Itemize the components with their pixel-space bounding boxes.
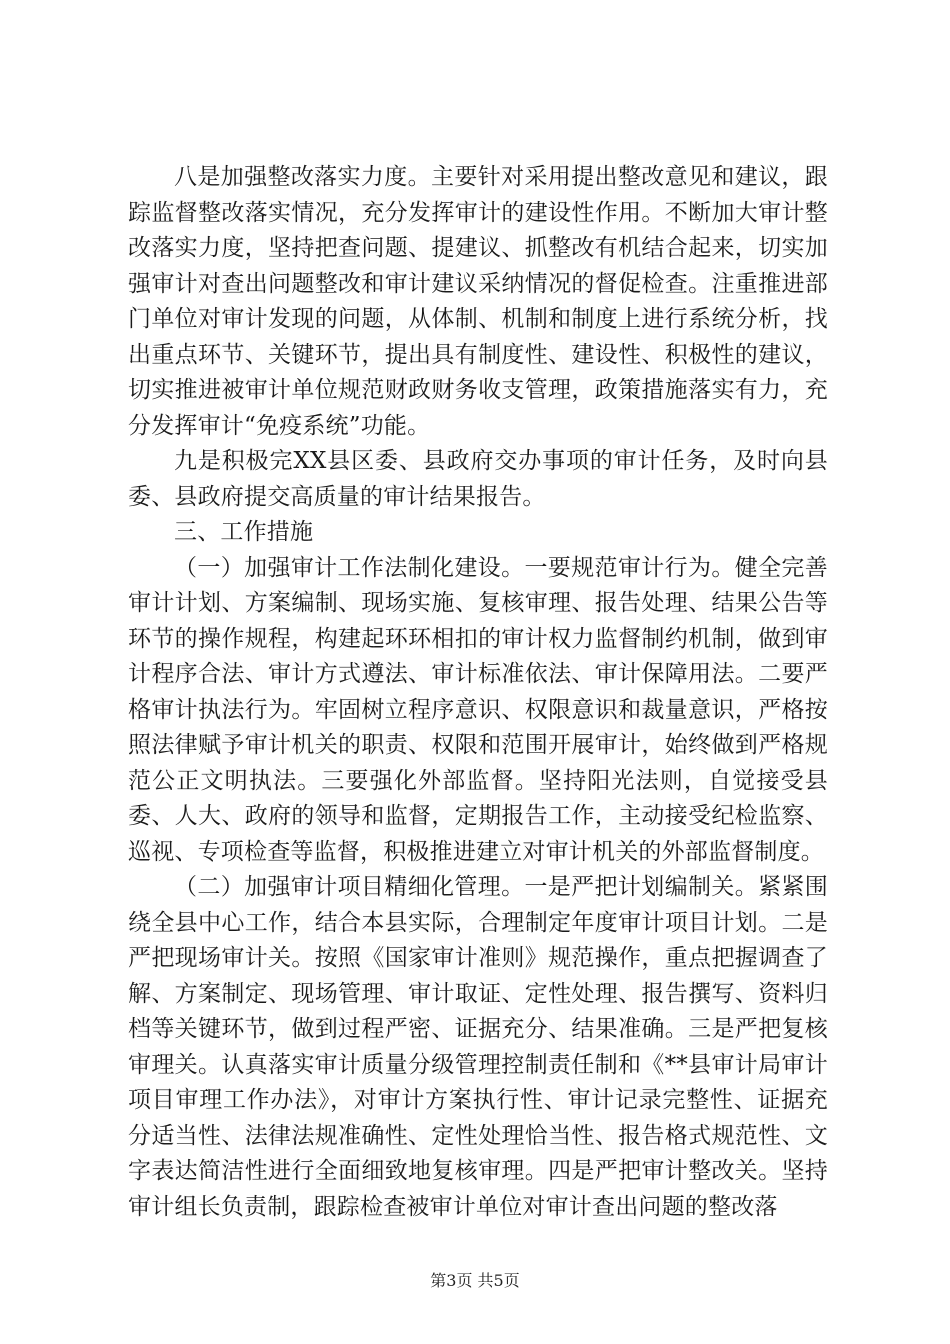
paragraph-9: 九是积极完XX县区委、县政府交办事项的审计任务，及时向县委、县政府提交高质量的审计结果报告。 [128,448,828,510]
paragraph-measure-1: （一）加强审计工作法制化建设。一要规范审计行为。健全完善审计计划、方案编制、现场实施、复核审理、报告处理、结果公告等环节的操作规程，构建起环环相扣的审计权力监督制约机制，做到审计程序合法、审计方式遵法、审计标准依法、审计保障用法。二要严格审计执法行为。牢固树立程序意识、权限意识和裁量意识，严格按照法律赋予审计机关的职责、权限和范围开展审计，始终做到严格规范公正文明执法。三要强化外部监督。坚持阳光法则，自觉接受县委、人大、政府的领导和监督，定期报告工作，主动接受纪检监察、巡视、专项检查等监督，积极推进建立对审计机关的外部监督制度。 [128,554,828,865]
section-heading-measures: 三、工作措施 [174,519,314,545]
page-number-footer: 第3页 共5页 [430,1271,520,1290]
document-body [128,160,828,1225]
paragraph-8: 八是加强整改落实力度。主要针对采用提出整改意见和建议，跟踪监督整改落实情况，充分发挥审计的建设性作用。不断加大审计整改落实力度，坚持把查问题、提建议、抓整改有机结合起来，切实加强审计对查出问题整改和审计建议采纳情况的督促检查。注重推进部门单位对审计发现的问题，从体制、机制和制度上进行系统分析，找出重点环节、关键环节，提出具有制度性、建设性、积极性的建议，切实推进被审计单位规范财政财务收支管理，政策措施落实有力，充分发挥审计“免疫系统”功能。 [128,164,828,439]
paragraph-measure-2: （二）加强审计项目精细化管理。一是严把计划编制关。紧紧围绕全县中心工作，结合本县实际，合理制定年度审计项目计划。二是严把现场审计关。按照《国家审计准则》规范操作，重点把握调查了解、方案制定、现场管理、审计取证、定性处理、报告撰写、资料归档等关键环节，做到过程严密、证据充分、结果准确。三是严把复核审理关。认真落实审计质量分级管理控制责任制和《**县审计局审计项目审理工作办法》，对审计方案执行性、审计记录完整性、证据充分适当性、法律法规准确性、定性处理恰当性、报告格式规范性、文字表达简洁性进行全面细致地复核审理。四是严把审计整改关。坚持审计组长负责制，跟踪检查被审计单位对审计查出问题的整改落 [128,874,828,1220]
